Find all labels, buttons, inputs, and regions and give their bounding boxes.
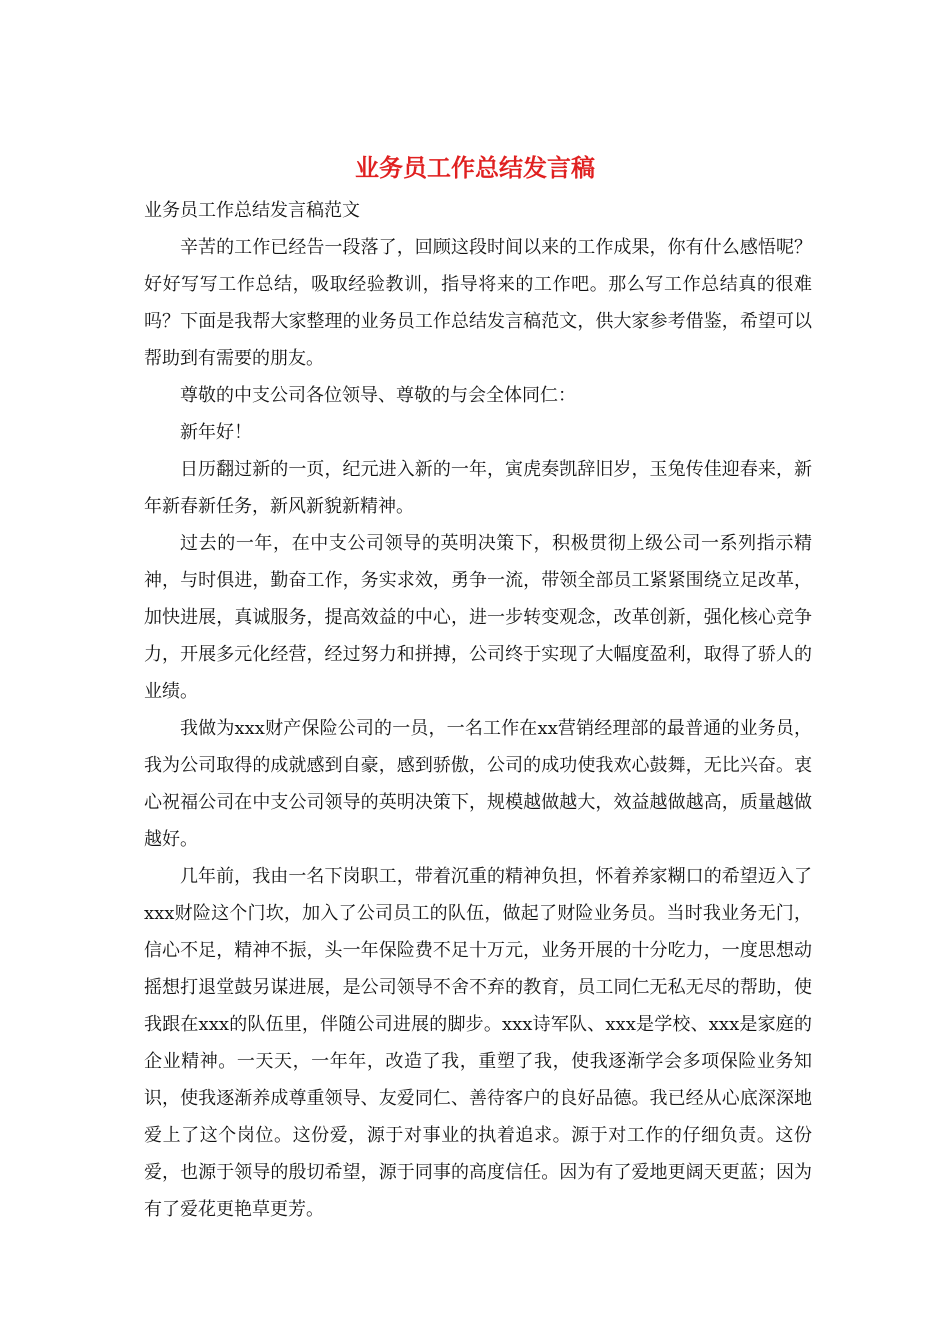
- paragraph-past-year: 过去的一年，在中支公司领导的英明决策下，积极贯彻上级公司一系列指示精神，与时俱进，勤奋工作，务实求效，勇争一流，带领全部员工紧紧围绕立足改革，加快进展，真诚服务，提高效益的中心，进一步转变观念，改革创新，强化核心竞争力，开展多元化经营，经过努力和拼搏，公司终于实现了大幅度盈利，取得了骄人的业绩。: [144, 533, 812, 702]
- paragraph-role: 我做为xxx财产保险公司的一员，一名工作在xx营销经理部的最普通的业务员，我为公司取得的成就感到自豪，感到骄傲，公司的成功使我欢心鼓舞，无比兴奋。衷心祝福公司在中支公司领导的英明决策下，规模越做越大，效益越做越高，质量越做越好。: [144, 718, 812, 850]
- paragraph-new-year: 日历翻过新的一页，纪元进入新的一年，寅虎奏凯辞旧岁，玉兔传佳迎春来，新年新春新任务，新风新貌新精神。: [144, 459, 812, 517]
- document-body: [144, 192, 812, 1228]
- document-title: 业务员工作总结发言稿: [355, 153, 595, 182]
- paragraph-salutation: 尊敬的中支公司各位领导、尊敬的与会全体同仁：: [180, 385, 576, 406]
- paragraph-greeting: 新年好！: [180, 422, 252, 443]
- paragraph-intro: 辛苦的工作已经告一段落了，回顾这段时间以来的工作成果，你有什么感悟呢？好好写写工作总结，吸取经验教训，指导将来的工作吧。那么写工作总结真的很难吗？下面是我帮大家整理的业务员工作总结发言稿范文，供大家参考借鉴，希望可以帮助到有需要的朋友。: [144, 237, 812, 369]
- document-subtitle: 业务员工作总结发言稿范文: [144, 200, 360, 221]
- paragraph-history: 几年前，我由一名下岗职工，带着沉重的精神负担，怀着养家糊口的希望迈入了xxx财险这个门坎，加入了公司员工的队伍，做起了财险业务员。当时我业务无门，信心不足，精神不振，头一年保险费不足十万元，业务开展的十分吃力，一度思想动摇想打退堂鼓另谋进展，是公司领导不舍不弃的教育，员工同仁无私无尽的帮助，使我跟在xxx的队伍里，伴随公司进展的脚步。xxx诗军队、xxx是学校、xxx是家庭的企业精神。一天天，一年年，改造了我，重塑了我，使我逐渐学会多项保险业务知识，使我逐渐养成尊重领导、友爱同仁、善待客户的良好品德。我已经从心底深深地爱上了这个岗位。这份爱，源于对事业的执着追求。源于对工作的仔细负责。这份爱，也源于领导的殷切希望，源于同事的高度信任。因为有了爱地更阔天更蓝；因为有了爱花更艳草更芳。: [144, 866, 812, 1220]
